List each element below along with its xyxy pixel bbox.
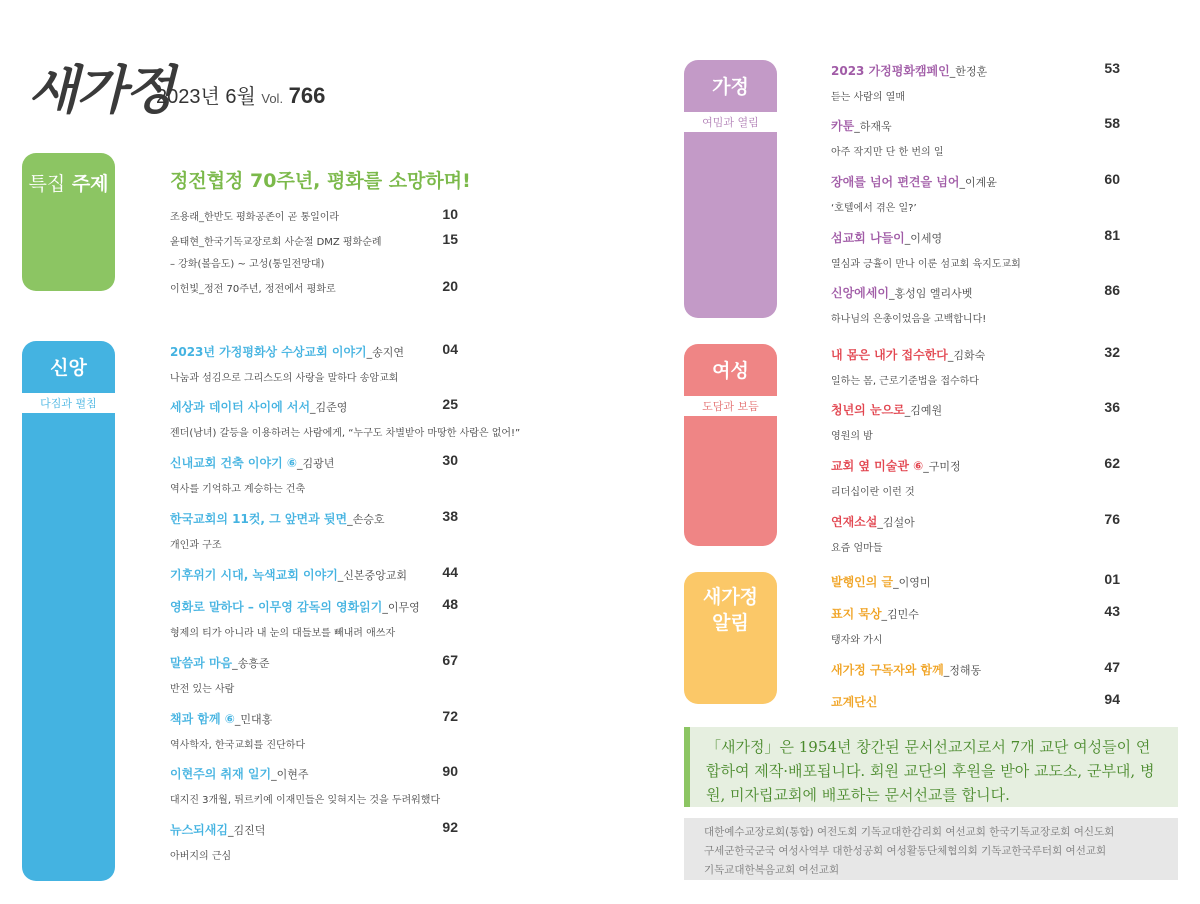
entry-subtitle: 나눔과 섬김으로 그리스도의 사랑을 말하다 송암교회 (170, 373, 399, 384)
faith-entry (170, 566, 407, 583)
page-number: 04 (442, 341, 458, 357)
entry-author: _신본중앙교회 (337, 569, 408, 582)
news-tab-line1: 새가정 (702, 586, 759, 608)
faith-entry (170, 398, 520, 439)
faith-entry (170, 510, 384, 551)
vol-label: Vol. (261, 91, 284, 106)
page-number: 90 (442, 763, 458, 779)
entry-title: 2023 가정평화캠페인 (831, 64, 950, 78)
family-entry (831, 62, 987, 103)
entry-title: 책과 함께 ⑥ (170, 712, 235, 726)
entry-title: 섬교회 나들이 (831, 231, 905, 245)
feature-tab-prefix: 특집 (28, 173, 66, 195)
page-number: 58 (1104, 115, 1120, 131)
entry-subtitle: 역사학자, 한국교회를 진단하다 (170, 740, 306, 751)
entry-author: _정해동 (943, 664, 982, 677)
page-number: 81 (1104, 227, 1120, 243)
entry-subtitle: 형제의 티가 아니라 내 눈의 대들보를 빼내려 애쓰자 (170, 628, 396, 639)
entry-subtitle: 젠더(남녀) 갈등을 이용하려는 사람에게, “누구도 차별받아 마땅한 사람은 없어!” (170, 428, 521, 439)
page-number: 48 (442, 596, 458, 612)
entry-subtitle: 일하는 몸, 근로기준법을 접수하다 (831, 376, 979, 387)
entry-author: _이영미 (893, 576, 931, 589)
issue-date: 2023년 6월 (156, 86, 256, 108)
women-entry (831, 401, 942, 442)
faith-entry (170, 654, 270, 695)
family-entry (831, 173, 997, 214)
entry-title: 영화로 말하다 – 이무영 감독의 영화읽기 (170, 600, 383, 614)
news-entry (831, 661, 981, 678)
entry-title: 한국교회의 11컷, 그 앞면과 뒷면 (170, 512, 348, 526)
family-entry (831, 229, 1021, 270)
faith-entry (170, 821, 265, 862)
entry-title: 세상과 데이터 사이에 서서 (170, 400, 311, 414)
women-tab-title: 여성 (712, 360, 749, 382)
page-number: 15 (442, 231, 458, 247)
page-number: 44 (442, 564, 458, 580)
entry-subtitle: 하나님의 은총이었음을 고백합니다! (831, 314, 987, 325)
entry-title: 교회 옆 미술관 ⑥ (831, 459, 924, 473)
news-entry (831, 605, 919, 646)
feature-item-1: 조용래_한반도 평화공존이 곧 통일이라 (170, 212, 340, 223)
page-number: 92 (442, 819, 458, 835)
entry-subtitle: 열심과 긍휼이 만나 이룬 섬교회 육지도교회 (831, 259, 1021, 270)
faith-entry (170, 454, 334, 495)
entry-title: 내 몸은 내가 접수한다 (831, 348, 948, 362)
page-number: 30 (442, 452, 458, 468)
page-number: 94 (1104, 691, 1120, 707)
women-entry (831, 457, 961, 498)
faith-tab-title: 신앙 (50, 357, 87, 379)
family-entry (831, 117, 944, 158)
page-number: 10 (442, 206, 458, 222)
entry-author: _김준영 (310, 401, 348, 414)
entry-subtitle: 반전 있는 사람 (170, 684, 235, 695)
page-number: 86 (1104, 282, 1120, 298)
faith-tab (22, 341, 115, 881)
news-tab (684, 572, 777, 704)
faith-tab-sub: 다짐과 펼침 (22, 393, 115, 413)
women-entry (831, 513, 915, 554)
entry-subtitle: 리더십이란 이런 것 (831, 487, 915, 498)
entry-author: _구미정 (923, 460, 961, 473)
org-line: 구세군한국군국 여성사역부 대한성공회 여성활동단체협의회 기독교한국루터회 여선교회 (704, 845, 1107, 857)
feature-item-3: 이헌빛_정전 70주년, 정전에서 평화로 (170, 284, 336, 295)
entry-title: 뉴스되새김 (170, 823, 228, 837)
news-entry (831, 693, 877, 710)
faith-entry (170, 710, 305, 751)
org-line: 기독교대한복음교회 여선교회 (704, 864, 840, 876)
news-tab-line2: 알림 (712, 612, 749, 634)
feature-headline: 정전협정 70주년, 평화를 소망하며! (170, 170, 471, 192)
feature-item-2-sub: – 강화(볼음도) ~ 고성(통일전망대) (170, 259, 325, 270)
entry-subtitle: 요즘 엄마들 (831, 543, 883, 554)
entry-subtitle: 대지진 3개월, 튀르키예 이재민들은 잊혀지는 것을 두려워했다 (170, 795, 441, 806)
magazine-logo: 새가정 (28, 60, 173, 121)
page-number: 01 (1104, 571, 1120, 587)
entry-title: 말씀과 마음 (170, 656, 233, 670)
entry-author: _이현주 (271, 768, 309, 781)
entry-author: _김진덕 (227, 824, 266, 837)
entry-title: 2023년 가정평화상 수상교회 이야기 (170, 345, 367, 359)
women-tab (684, 344, 777, 546)
women-entry (831, 346, 985, 387)
faith-entry (170, 598, 420, 639)
entry-author: _김광년 (297, 457, 335, 470)
feature-tab (22, 153, 115, 291)
entry-title: 연재소설 (831, 515, 878, 529)
page-number: 60 (1104, 171, 1120, 187)
entry-author: _이무영 (382, 601, 420, 614)
page-number: 53 (1104, 60, 1120, 76)
page-number: 20 (442, 278, 458, 294)
entry-title: 이현주의 취재 일기 (170, 767, 272, 781)
entry-subtitle: 영원의 밤 (831, 431, 873, 442)
entry-author: _손승호 (347, 513, 385, 526)
page-number: 25 (442, 396, 458, 412)
entry-subtitle: 아버지의 근심 (170, 851, 232, 862)
entry-subtitle: 듣는 사람의 열매 (831, 92, 905, 103)
faith-entry (170, 765, 440, 806)
entry-title: 새가정 구독자와 함께 (831, 663, 944, 677)
entry-subtitle: ‘호텔에서 겪은 일?’ (831, 203, 917, 214)
feature-item-2: 윤태현_한국기독교장로회 사순절 DMZ 평화순례 (170, 237, 382, 248)
org-line: 대한예수교장로회(통합) 여전도회 기독교대한감리회 여선교회 한국기독교장로회 여신도회 (704, 826, 1115, 838)
page-number: 36 (1104, 399, 1120, 415)
entry-subtitle: 역사를 기억하고 계승하는 건축 (170, 484, 306, 495)
entry-subtitle: 탱자와 가시 (831, 635, 883, 646)
entry-author: _김민수 (881, 608, 919, 621)
notice-box: 「새가정」은 1954년 창간된 문서선교지로서 7개 교단 여성들이 연합하여 제작·배포됩니다. 회원 교단의 후원을 받아 교도소, 군부대, 병원, 미자립교회에 배포하는 문서선교를 합니다. (684, 727, 1178, 807)
entry-title: 기후위기 시대, 녹색교회 이야기 (170, 568, 338, 582)
entry-author: _홍성임 엘리사벳 (888, 287, 973, 300)
page-number: 62 (1104, 455, 1120, 471)
family-tab (684, 60, 777, 318)
page-number: 32 (1104, 344, 1120, 360)
entry-title: 신내교회 건축 이야기 ⑥ (170, 456, 298, 470)
page-number: 72 (442, 708, 458, 724)
entry-title: 표지 묵상 (831, 607, 882, 621)
entry-title: 신앙에세이 (831, 286, 889, 300)
family-entry (831, 284, 986, 325)
entry-author: _김화숙 (947, 349, 986, 362)
member-orgs (684, 818, 1178, 880)
entry-author: _하재욱 (854, 120, 892, 133)
entry-title: 카툰 (831, 119, 855, 133)
women-tab-sub: 도담과 보듬 (684, 396, 777, 416)
faith-entry (170, 343, 404, 384)
entry-author: _이계윤 (959, 176, 997, 189)
entry-author: _김설아 (877, 516, 915, 529)
entry-subtitle: 개인과 구조 (170, 540, 222, 551)
page-number: 47 (1104, 659, 1120, 675)
entry-author: _송지연 (366, 346, 405, 359)
entry-title: 장애를 넘어 편견을 넘어 (831, 175, 960, 189)
entry-title: 교계단신 (831, 695, 878, 709)
page-number: 76 (1104, 511, 1120, 527)
page-number: 38 (442, 508, 458, 524)
entry-subtitle: 아주 작지만 단 한 번의 일 (831, 147, 944, 158)
family-tab-title: 가정 (712, 76, 749, 98)
family-tab-sub: 여밈과 열림 (684, 112, 777, 132)
issue-info (156, 80, 325, 109)
feature-tab-main: 주제 (71, 173, 109, 195)
entry-title: 발행인의 글 (831, 575, 894, 589)
entry-author: _한정훈 (949, 65, 988, 78)
news-entry (831, 573, 931, 590)
vol-number: 766 (288, 83, 326, 108)
entry-author: _송흥준 (232, 657, 270, 670)
entry-author: _민대홍 (234, 713, 273, 726)
page-number: 43 (1104, 603, 1120, 619)
entry-title: 청년의 눈으로 (831, 403, 905, 417)
page-number: 67 (442, 652, 458, 668)
entry-author: _이세영 (904, 232, 943, 245)
entry-author: _김예원 (904, 404, 943, 417)
